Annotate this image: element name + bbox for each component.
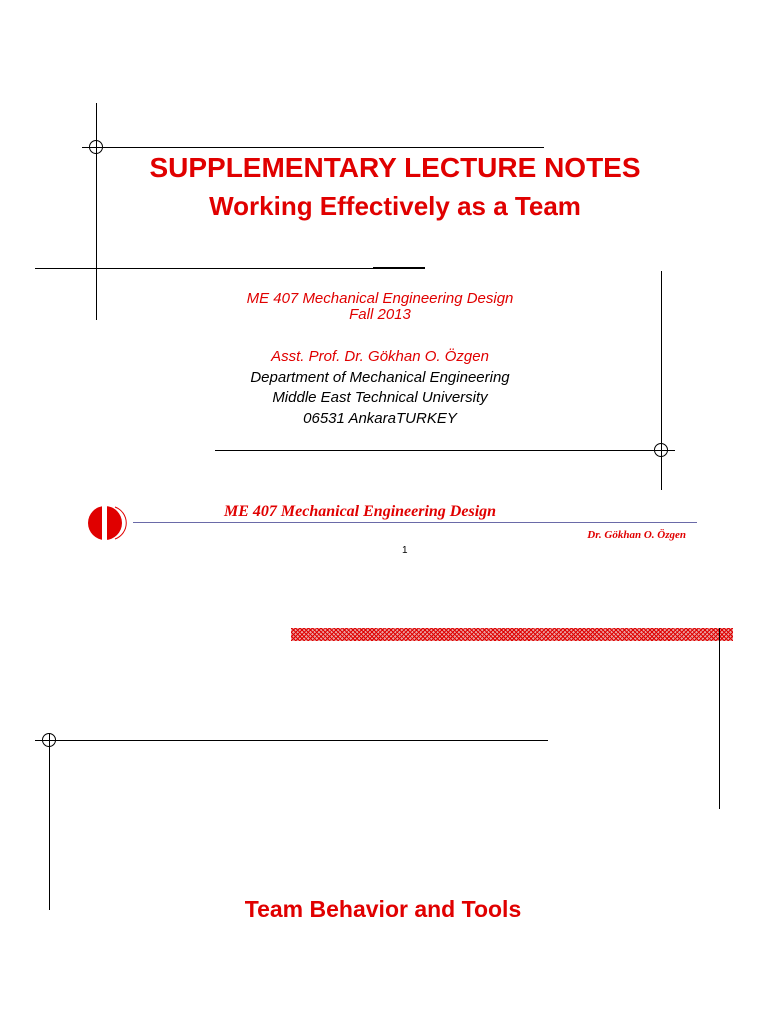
- address: 06531 AnkaraTURKEY: [303, 410, 457, 427]
- slide1-title: SUPPLEMENTARY LECTURE NOTES: [149, 152, 641, 183]
- top-rule: [35, 740, 548, 741]
- department: Department of Mechanical Engineering: [250, 369, 510, 386]
- right-rule: [661, 271, 662, 490]
- footer-course: ME 407 Mechanical Engineering Design: [224, 503, 497, 520]
- footer-author: Dr. Gökhan O. Özgen: [587, 529, 686, 541]
- registration-mark-icon: [42, 733, 56, 747]
- middle-rule: [35, 268, 425, 269]
- author-name: Asst. Prof. Dr. Gökhan O. Özgen: [271, 348, 489, 365]
- hatched-bar: [291, 628, 733, 641]
- slide1-subtitle: Working Effectively as a Team: [209, 191, 581, 221]
- right-rule: [719, 628, 720, 809]
- course-term: Fall 2013: [349, 306, 411, 323]
- left-rule: [49, 733, 50, 910]
- top-rule: [82, 147, 544, 148]
- slide2-title: Team Behavior and Tools: [244, 896, 522, 922]
- middle-rule-thick: [373, 267, 425, 269]
- course-name: ME 407 Mechanical Engineering Design: [246, 290, 514, 307]
- metu-logo: [87, 504, 131, 542]
- university: Middle East Technical University: [272, 389, 488, 406]
- page-number: 1: [402, 545, 408, 556]
- footer-rule: [133, 522, 697, 523]
- registration-mark-icon: [654, 443, 668, 457]
- bottom-rule: [215, 450, 675, 451]
